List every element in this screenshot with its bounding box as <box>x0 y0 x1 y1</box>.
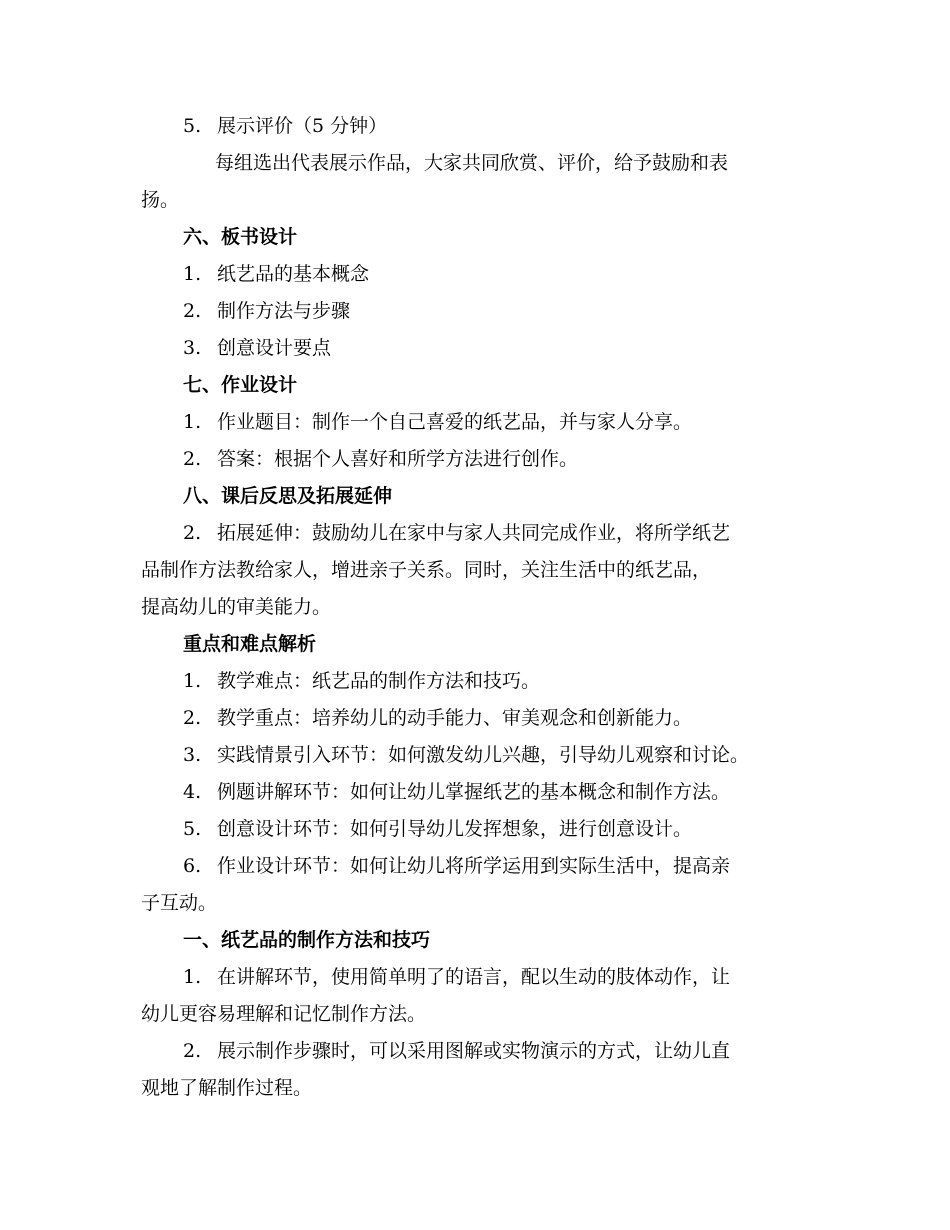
item-text: 制作方法与步骤 <box>217 300 351 322</box>
item-text: 纸艺品的基本概念 <box>217 263 370 285</box>
item-number: 3. <box>183 337 202 359</box>
list-item <box>141 811 821 848</box>
item-text: 展示评价（5 分钟） <box>217 115 388 137</box>
list-item <box>141 293 821 330</box>
list-item <box>141 330 821 367</box>
paragraph-line: 观地了解制作过程。 <box>141 1077 313 1099</box>
item-number: 1. <box>183 411 202 433</box>
item-number: 2. <box>183 522 202 544</box>
section-heading: 七、作业设计 <box>183 374 298 396</box>
paragraph-line: 品制作方法教给家人，增进亲子关系。同时，关注生活中的纸艺品， <box>141 559 712 581</box>
document-body <box>141 108 821 1107</box>
item-number: 2. <box>183 300 202 322</box>
item-text: 答案：根据个人喜好和所学方法进行创作。 <box>217 448 579 470</box>
list-item <box>141 737 821 774</box>
section-heading: 六、板书设计 <box>183 226 298 248</box>
list-item <box>141 108 821 145</box>
item-number: 5. <box>183 115 202 137</box>
list-item <box>141 700 821 737</box>
item-number: 4. <box>183 781 202 803</box>
item-text: 作业题目：制作一个自己喜爱的纸艺品，并与家人分享。 <box>217 411 693 433</box>
paragraph-line: 提高幼儿的审美能力。 <box>141 596 332 618</box>
list-item <box>141 663 821 700</box>
item-number: 1. <box>183 670 202 692</box>
item-number: 1. <box>183 263 202 285</box>
list-item <box>141 959 821 996</box>
item-number: 1. <box>183 966 202 988</box>
item-number: 6. <box>183 855 202 877</box>
item-text: 教学难点：纸艺品的制作方法和技巧。 <box>217 670 541 692</box>
list-item <box>141 848 821 885</box>
item-number: 5. <box>183 818 202 840</box>
item-text: 展示制作步骤时，可以采用图解或实物演示的方式，让幼儿直 <box>217 1040 731 1062</box>
item-text: 例题讲解环节：如何让幼儿掌握纸艺的基本概念和制作方法。 <box>217 781 731 803</box>
item-text: 教学重点：培养幼儿的动手能力、审美观念和创新能力。 <box>217 707 693 729</box>
item-text: 实践情景引入环节：如何激发幼儿兴趣，引导幼儿观察和讨论。 <box>217 744 750 766</box>
list-item <box>141 441 821 478</box>
item-number: 2. <box>183 448 202 470</box>
section-heading: 重点和难点解析 <box>183 633 317 655</box>
item-number: 3. <box>183 744 202 766</box>
item-number: 2. <box>183 1040 202 1062</box>
item-text: 在讲解环节，使用简单明了的语言，配以生动的肢体动作，让 <box>217 966 731 988</box>
list-item <box>141 256 821 293</box>
section-heading: 一、纸艺品的制作方法和技巧 <box>183 929 431 951</box>
item-text: 创意设计环节：如何引导幼儿发挥想象，进行创意设计。 <box>217 818 693 840</box>
list-item <box>141 1033 821 1070</box>
section-heading: 八、课后反思及拓展延伸 <box>183 485 393 507</box>
paragraph-line: 子互动。 <box>141 892 218 914</box>
list-item <box>141 404 821 441</box>
item-text: 拓展延伸：鼓励幼儿在家中与家人共同完成作业，将所学纸艺 <box>217 522 731 544</box>
paragraph-line: 扬。 <box>141 189 180 211</box>
list-item <box>141 774 821 811</box>
item-number: 2. <box>183 707 202 729</box>
paragraph-line: 幼儿更容易理解和记忆制作方法。 <box>141 1003 427 1025</box>
list-item <box>141 515 821 552</box>
item-text: 作业设计环节：如何让幼儿将所学运用到实际生活中，提高亲 <box>217 855 731 877</box>
paragraph-line: 每组选出代表展示作品，大家共同欣赏、评价，给予鼓励和表 <box>215 152 729 174</box>
item-text: 创意设计要点 <box>217 337 332 359</box>
